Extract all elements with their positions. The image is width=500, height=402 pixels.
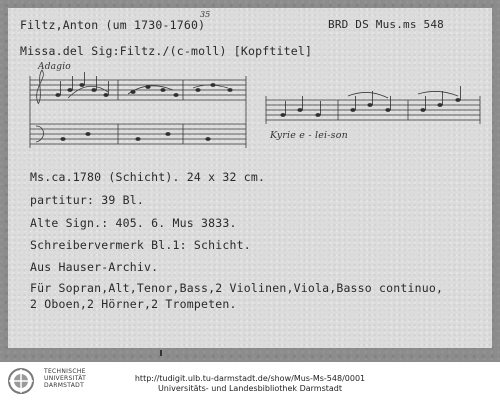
institution-line-1: TECHNISCHE [44,368,86,375]
work-title: Missa.del Sig:Filtz./(c-moll) [Kopftitel] [20,44,313,58]
shelfmark: BRD DS Mus.ms 548 [328,18,444,31]
composer-line: Filtz,Anton (um 1730-1760) [20,18,206,32]
institution-line-3: DARMSTADT [44,382,85,389]
music-incipit [8,8,492,168]
catalog-card [8,8,492,348]
library-name: Universitäts- und Landesbibliothek Darmstadt [157,384,343,393]
scoring-line-1: Für Sopran,Alt,Tenor,Bass,2 Violinen,Viola,Basso continuo, [30,281,444,295]
composer-date-correction: 35 [200,10,211,19]
old-signature-line: Alte Sign.: 405. 6. Mus 3833. [30,216,237,230]
footer-bar [0,362,500,402]
source-url-link[interactable]: http://tudigit.ulb.tu-darmstadt.de/show/Mus-Ms-548/0001 [134,374,366,383]
tempo-mark: Adagio [38,62,71,72]
partitur-line: partitur: 39 Bl. [30,193,144,207]
institution-line-2: UNIVERSITÄT [44,375,87,382]
date-format-line: Ms.ca.1780 (Schicht). 24 x 32 cm. [30,170,266,184]
scan-mark [160,350,162,356]
provenance-line: Aus Hauser-Archiv. [30,260,159,274]
scribe-line: Schreibervermerk Bl.1: Schicht. [30,238,251,252]
scoring-line-2: 2 Oboen,2 Hörner,2 Trompeten. [30,297,237,311]
lyric-incipit: Kyrie e - lei-son [270,130,348,141]
